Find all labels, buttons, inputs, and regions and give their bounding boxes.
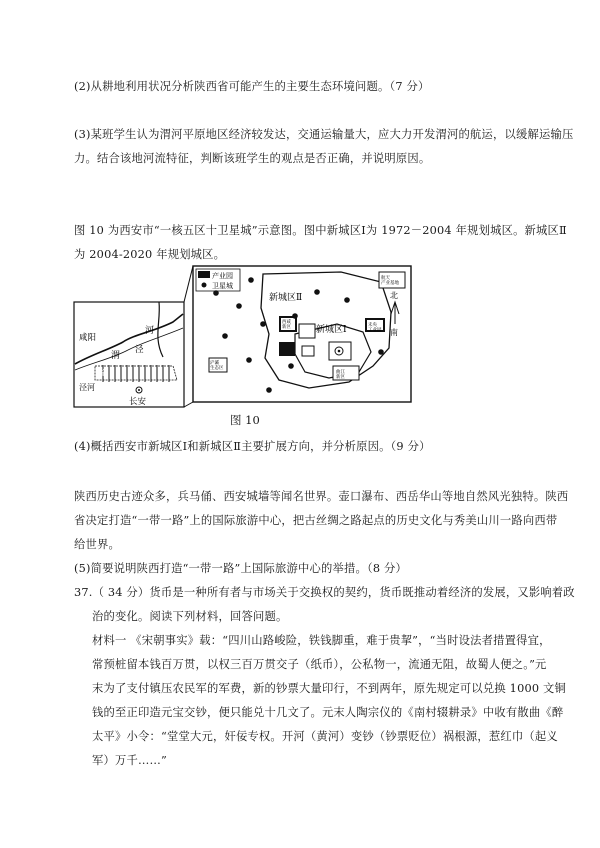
legend-satellite: 卫星城 — [212, 282, 233, 290]
xian-city-map — [73, 262, 413, 408]
label-north: 北 — [390, 291, 398, 300]
material-1-line-6: 军）万千……” — [92, 754, 167, 767]
label-weiyang: 未央工业园 — [368, 323, 382, 333]
question-5: (5)简要说明陕西打造“一带一路”上国际旅游中心的举措。（8 分） — [74, 562, 408, 575]
label-chanba: 浐灞生态区 — [210, 361, 224, 371]
shaanxi-para-line-2: 省决定打造“一带一路”上的国际旅游中心，把古丝绸之路起点的历史文化与秀美山川一路向西带 — [74, 514, 558, 527]
shaanxi-para-line-3: 给世界。 — [74, 538, 120, 551]
label-lu: 路 — [99, 368, 107, 377]
label-xianyang: 咸阳 — [79, 333, 97, 343]
question-37-line-1: 37.（ 34 分）货币是一种所有者与市场关于交换权的契约，货币既推动着经济的发展，又影响着政 — [74, 586, 575, 599]
question-2: (2)从耕地利用状况分析陕西省可能产生的主要生态环境问题。（7 分） — [74, 80, 430, 93]
label-jinghe: 泾河 — [79, 383, 95, 392]
material-1-line-1: 材料一 《宋朝事实》载：“四川山路峻险，铁钱脚重，难于贵挈”，“当时设法者措置得宜， — [92, 634, 551, 647]
question-3-line-2: 力。结合该地河流特征，判断该班学生的观点是否正确，并说明原因。 — [74, 152, 431, 165]
label-he: 河 — [145, 326, 155, 336]
figure-intro-line-1: 图 10 为西安市“一核五区十卫星城”示意图。图中新城区Ⅰ为 1972－2004 年规划城区。新城区Ⅱ — [74, 224, 567, 237]
question-37-line-2: 治的变化。阅读下列材料，回答问题。 — [92, 610, 288, 623]
label-jing: 泾 — [135, 345, 144, 355]
label-changan: 长安 — [129, 397, 147, 407]
material-1-line-2: 常预桩留本钱百万贯，以权三百万贯交子（纸币），公私物一，流通无阻，故蜀人便之。”元 — [92, 658, 547, 671]
shaanxi-para-line-1: 陕西历史古迹众多，兵马俑、西安城墙等闻名世界。壶口瀑布、西岳华山等地自然风光独特。陕西 — [74, 490, 569, 503]
label-wei: 渭 — [111, 351, 121, 361]
material-1-line-5: 太平》小令：“堂堂大元，奸佞专权。开河（黄河）变钞（钞票贬位）祸根源，惹红巾（起义 — [92, 730, 558, 743]
question-4: (4)概括西安市新城区Ⅰ和新城区Ⅱ主要扩展方向，并分析原因。（9 分） — [74, 440, 431, 453]
label-hangtian: 航天产业基地 — [381, 276, 399, 286]
material-1-line-4: 钱的至正印造元宝交钞，便只能兑十几文了。元末人陶宗仪的《南村辍耕录》中收有散曲《醉 — [92, 706, 564, 719]
label-new-city-2: 新城区Ⅱ — [269, 293, 303, 303]
label-south: 南 — [390, 328, 398, 337]
label-xixian: 西咸新区 — [282, 320, 291, 330]
label-new-city-1: 新城区Ⅰ — [316, 325, 347, 335]
label-qujiang: 曲江新区 — [336, 370, 345, 380]
question-3-line-1: (3)某班学生认为渭河平原地区经济较发达，交通运输量大，应大力开发渭河的航运，以缓解运输压 — [74, 128, 574, 141]
material-1-line-3: 末为了支付镇压农民军的军费，新的钞票大量印行，不到两年，原先规定可以兑换 1000 文铜 — [92, 682, 567, 695]
figure-intro-line-2: 为 2004-2020 年规划城区。 — [74, 248, 226, 261]
figure-caption: 图 10 — [230, 413, 260, 427]
legend-industry: 产业园 — [212, 272, 233, 280]
